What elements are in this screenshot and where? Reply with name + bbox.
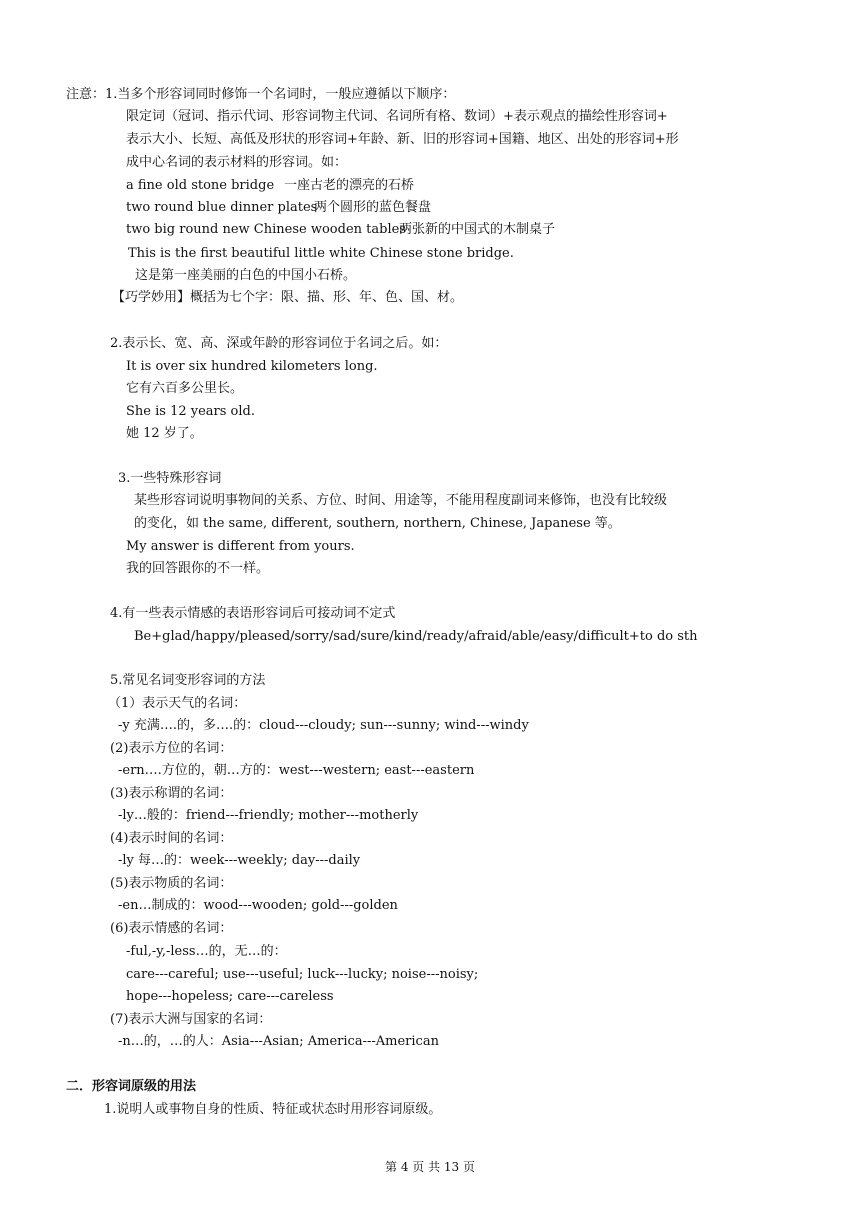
example-en-2: two round blue dinner plates [126,200,318,215]
rule-line-2: 表示大小、长短、高低及形状的形容词+年龄、新、旧的形容词+国籍、地区、出处的形容词+形 [126,132,679,147]
s5-item-6-body-3: hope---hopeless; care---careless [126,989,334,1004]
s4-pattern: Be+glad/happy/pleased/sorry/sad/sure/kind/ready/afraid/able/easy/difficult+to do sth [134,629,698,644]
example-en-3: two big round new Chinese wooden tables [126,222,406,237]
s2-line-1: It is over six hundred kilometers long. [126,359,378,374]
s5-item-1-body: -y 充满….的，多….的：cloud---cloudy; sun---sunny; wind---windy [118,718,529,733]
section-2-line-1: 1.说明人或事物自身的性质、特征或状态时用形容词原级。 [104,1102,442,1117]
rule-line-3: 成中心名词的表示材料的形容词。如： [126,155,348,170]
s2-line-4: 她 12 岁了。 [126,426,203,441]
rule-line-1: 限定词（冠词、指示代词、形容词物主代词、名词所有格、数词）+表示观点的描绘性形容词+ [126,109,668,124]
s3-desc-1: 某些形容词说明事物间的关系、方位、时间、用途等，不能用程度副词来修饰，也没有比较级 [134,493,668,508]
s5-item-6-body-1: -ful,-y,-less…的，无…的： [126,944,287,959]
s5-item-6-title: (6)表示情感的名词： [110,921,233,936]
s5-item-1-title: （1）表示天气的名词： [108,696,247,711]
s2-heading: 2.表示长、宽、高、深或年龄的形容词位于名词之后。如： [110,336,448,351]
s2-line-2: 它有六百多公里长。 [126,381,244,396]
s5-item-3-title: (3)表示称谓的名词： [110,786,233,801]
s5-item-2-body: -ern….方位的，朝…方的：west---western; east---eastern [118,763,475,778]
s5-item-3-body: -ly…般的：friend---friendly; mother---motherly [118,808,419,823]
example-zh-3: 两张新的中国式的木制桌子 [399,222,556,237]
example-zh-1: 一座古老的漂亮的石桥 [284,178,415,193]
s3-example-zh: 我的回答跟你的不一样。 [126,561,270,576]
s5-item-5-body: -en…制成的：wood---wooden; gold---golden [118,898,398,913]
sentence-zh: 这是第一座美丽的白色的中国小石桥。 [135,268,357,283]
page-footer: 第 4 页 共 13 页 [385,1160,475,1174]
example-en-1: a fine old stone bridge [126,178,275,193]
s5-item-4-title: (4)表示时间的名词： [110,831,233,846]
s3-desc-2: 的变化，如 the same, different, southern, northern, Chinese, Japanese 等。 [134,516,621,531]
s5-item-2-title: (2)表示方位的名词： [110,741,233,756]
s2-line-3: She is 12 years old. [126,404,255,419]
example-zh-2: 两个圆形的蓝色餐盘 [314,200,432,215]
sentence-en: This is the first beautiful little white Chinese stone bridge. [128,246,514,261]
s5-item-7-title: (7)表示大洲与国家的名词： [110,1012,272,1027]
s3-example-en: My answer is different from yours. [126,539,355,554]
memory-tip: 【巧学妙用】概括为七个字：限、描、形、年、色、国、材。 [112,290,464,305]
s5-item-7-body: -n…的，…的人：Asia---Asian; America---American [118,1034,439,1049]
s4-heading: 4.有一些表示情感的表语形容词后可接动词不定式 [110,606,396,621]
s5-item-6-body-2: care---careful; use---useful; luck---lucky; noise---noisy; [126,967,479,982]
s5-item-4-body: -ly 每…的：week---weekly; day---daily [118,853,361,868]
s5-item-5-title: (5)表示物质的名词： [110,876,233,891]
note-heading: 注意：1.当多个形容词同时修饰一个名词时，一般应遵循以下顺序： [66,87,456,102]
section-2-heading: 二．形容词原级的用法 [66,1079,197,1094]
s3-heading: 3.一些特殊形容词 [118,471,222,486]
s5-heading: 5.常见名词变形容词的方法 [110,673,266,688]
